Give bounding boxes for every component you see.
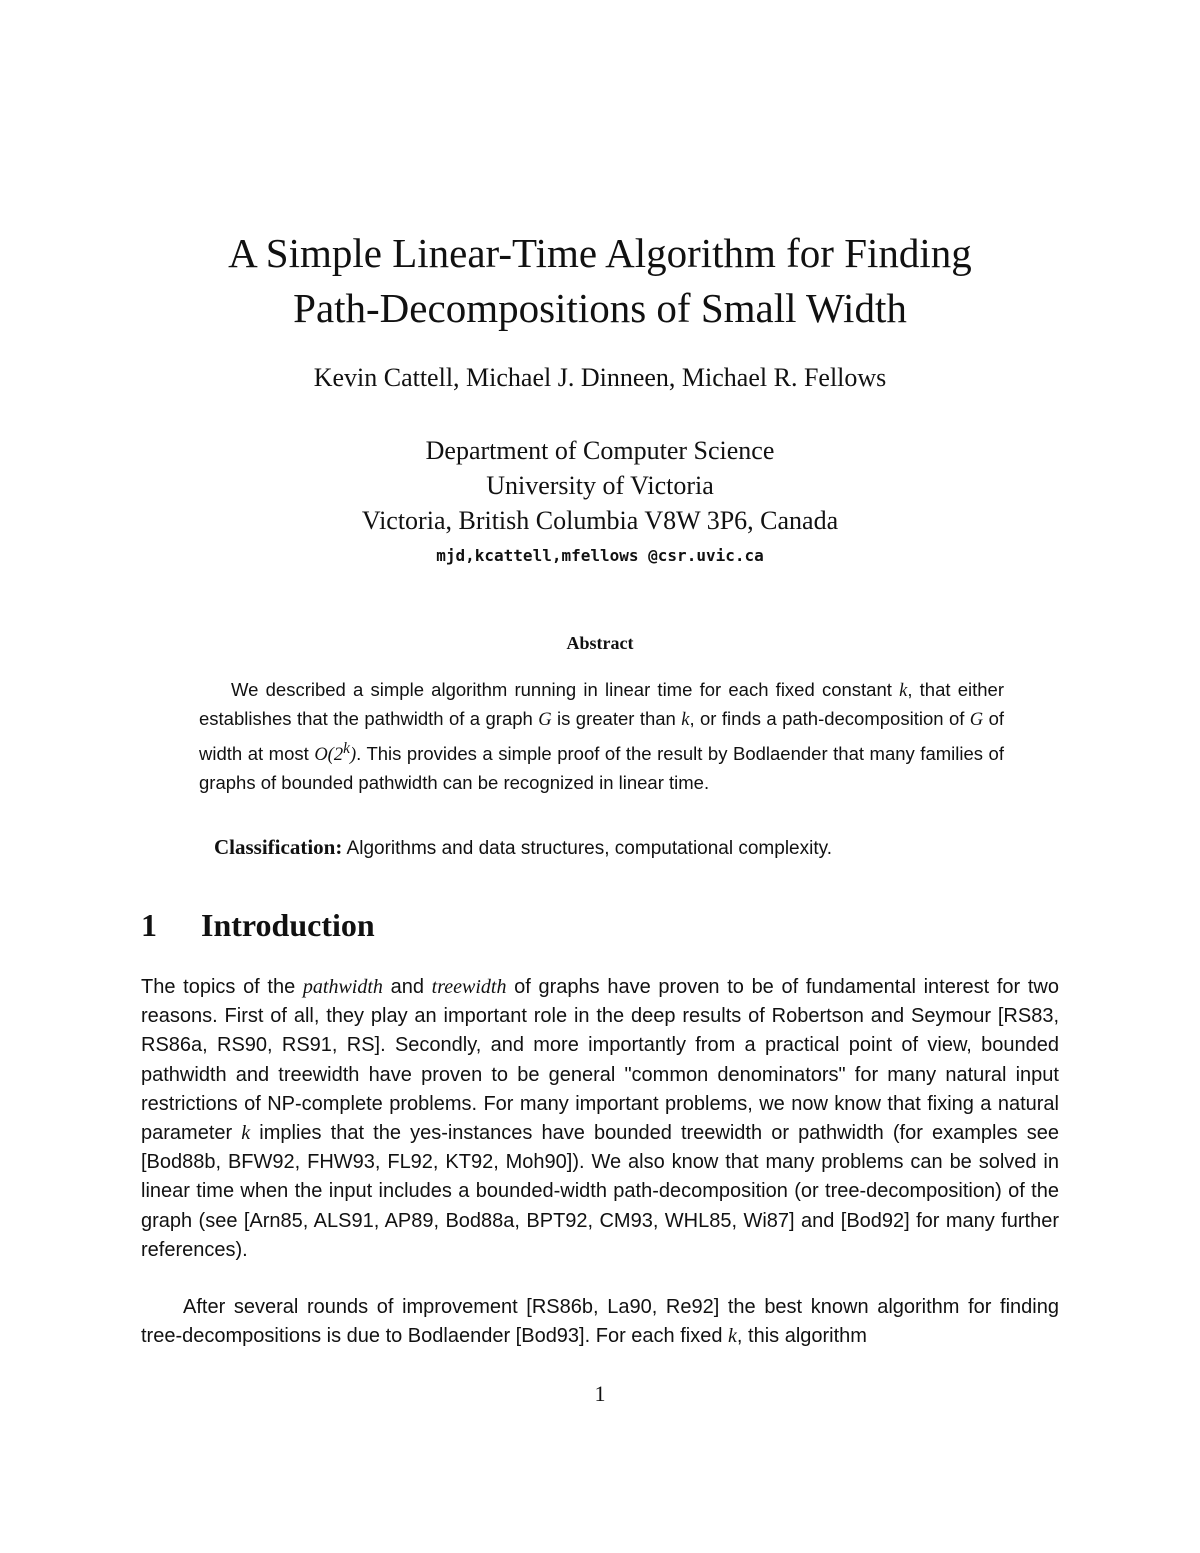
section-number: 1 bbox=[141, 907, 157, 943]
paragraph-text: of graphs have proven to be of fundamental interest for two reasons. First of all, they play an important role in the deep results of Robertson and Seymour [RS83, RS86a, RS90, RS91, RS]. Secondly, and more importantly from a practical point of view, bounded pathwidth and treewidth have proven to be general "common denominators" for many natural input restrictions of NP-complete problems. For many important problems, we now know that fixing a natural parameter bbox=[141, 976, 1060, 1145]
paragraph-text: implies that the yes-instances have bounded treewidth or pathwidth (for examples see [Bod88b, BFW92, FHW93, FL92, KT92, Moh90]). We also know that many problems can be solved in linear time when the input includes a bounded-width path-decomposition (or tree-decomposition) of the graph (see [Arn85, ALS91, AP89, Bod88a, BPT92, CM93, WHL85, Wi87] and [Bod92] for many further references). bbox=[141, 1122, 1059, 1261]
author-list: Kevin Cattell, Michael J. Dinneen, Michael R. Fellows bbox=[313, 363, 887, 392]
section-heading bbox=[141, 903, 375, 947]
abstract-text-part: . This provides a simple proof of the result by Bodlaender that many families of graphs of bounded pathwidth can be recognized in linear time. bbox=[199, 742, 1004, 794]
math-variable: k bbox=[241, 1122, 251, 1145]
emphasis-term: treewidth bbox=[431, 976, 507, 998]
affiliation-university: University of Victoria bbox=[486, 471, 714, 500]
abstract-text-part: , or finds a path-decomposition of bbox=[689, 708, 970, 730]
classification-text: Algorithms and data structures, computational complexity. bbox=[342, 838, 832, 859]
big-o-exponent: k bbox=[343, 739, 350, 757]
intro-paragraph-2 bbox=[141, 1293, 1059, 1351]
paragraph-text: and bbox=[382, 976, 432, 998]
affiliation-department: Department of Computer Science bbox=[425, 436, 775, 465]
abstract-heading: Abstract bbox=[566, 633, 634, 653]
math-variable: k bbox=[899, 681, 908, 701]
intro-paragraph-1 bbox=[141, 973, 1059, 1265]
title-line-2: Path-Decompositions of Small Width bbox=[293, 285, 907, 331]
paragraph-text: After several rounds of improvement [RS86b, La90, Re92] the best known algorithm for finding tree-decompositions is due to Bodlaender [Bod93]. For each fixed bbox=[141, 1296, 1059, 1348]
classification-label: Classification: bbox=[214, 835, 343, 859]
math-variable: G bbox=[969, 710, 984, 731]
math-variable: G bbox=[538, 710, 552, 731]
abstract-text-part: is greater than bbox=[551, 708, 682, 730]
paragraph-text: The topics of the bbox=[141, 976, 303, 998]
abstract-text-part: of width at most bbox=[199, 708, 1004, 764]
abstract-text-part: We described a simple algorithm running in linear time for each fixed constant bbox=[231, 679, 900, 700]
math-variable: k bbox=[728, 1325, 737, 1348]
author-email: mjd,kcattell,mfellows @csr.uvic.ca bbox=[436, 546, 764, 565]
math-variable: k bbox=[681, 710, 690, 731]
classification-line bbox=[214, 832, 1014, 864]
big-o-close: ) bbox=[349, 744, 357, 765]
section-title: Introduction bbox=[201, 907, 375, 943]
abstract-text bbox=[199, 676, 1004, 797]
affiliation bbox=[0, 433, 1200, 538]
paragraph-text: , this algorithm bbox=[736, 1325, 867, 1348]
affiliation-address: Victoria, British Columbia V8W 3P6, Canada bbox=[361, 506, 839, 535]
big-o-expression: O(2 bbox=[314, 744, 344, 765]
paper-title bbox=[0, 226, 1200, 336]
page-number: 1 bbox=[594, 1381, 606, 1406]
emphasis-term: pathwidth bbox=[302, 976, 383, 998]
title-line-1: A Simple Linear-Time Algorithm for Finding bbox=[228, 230, 972, 276]
abstract-text-part: , that either establishes that the pathwidth of a graph bbox=[199, 679, 1005, 730]
